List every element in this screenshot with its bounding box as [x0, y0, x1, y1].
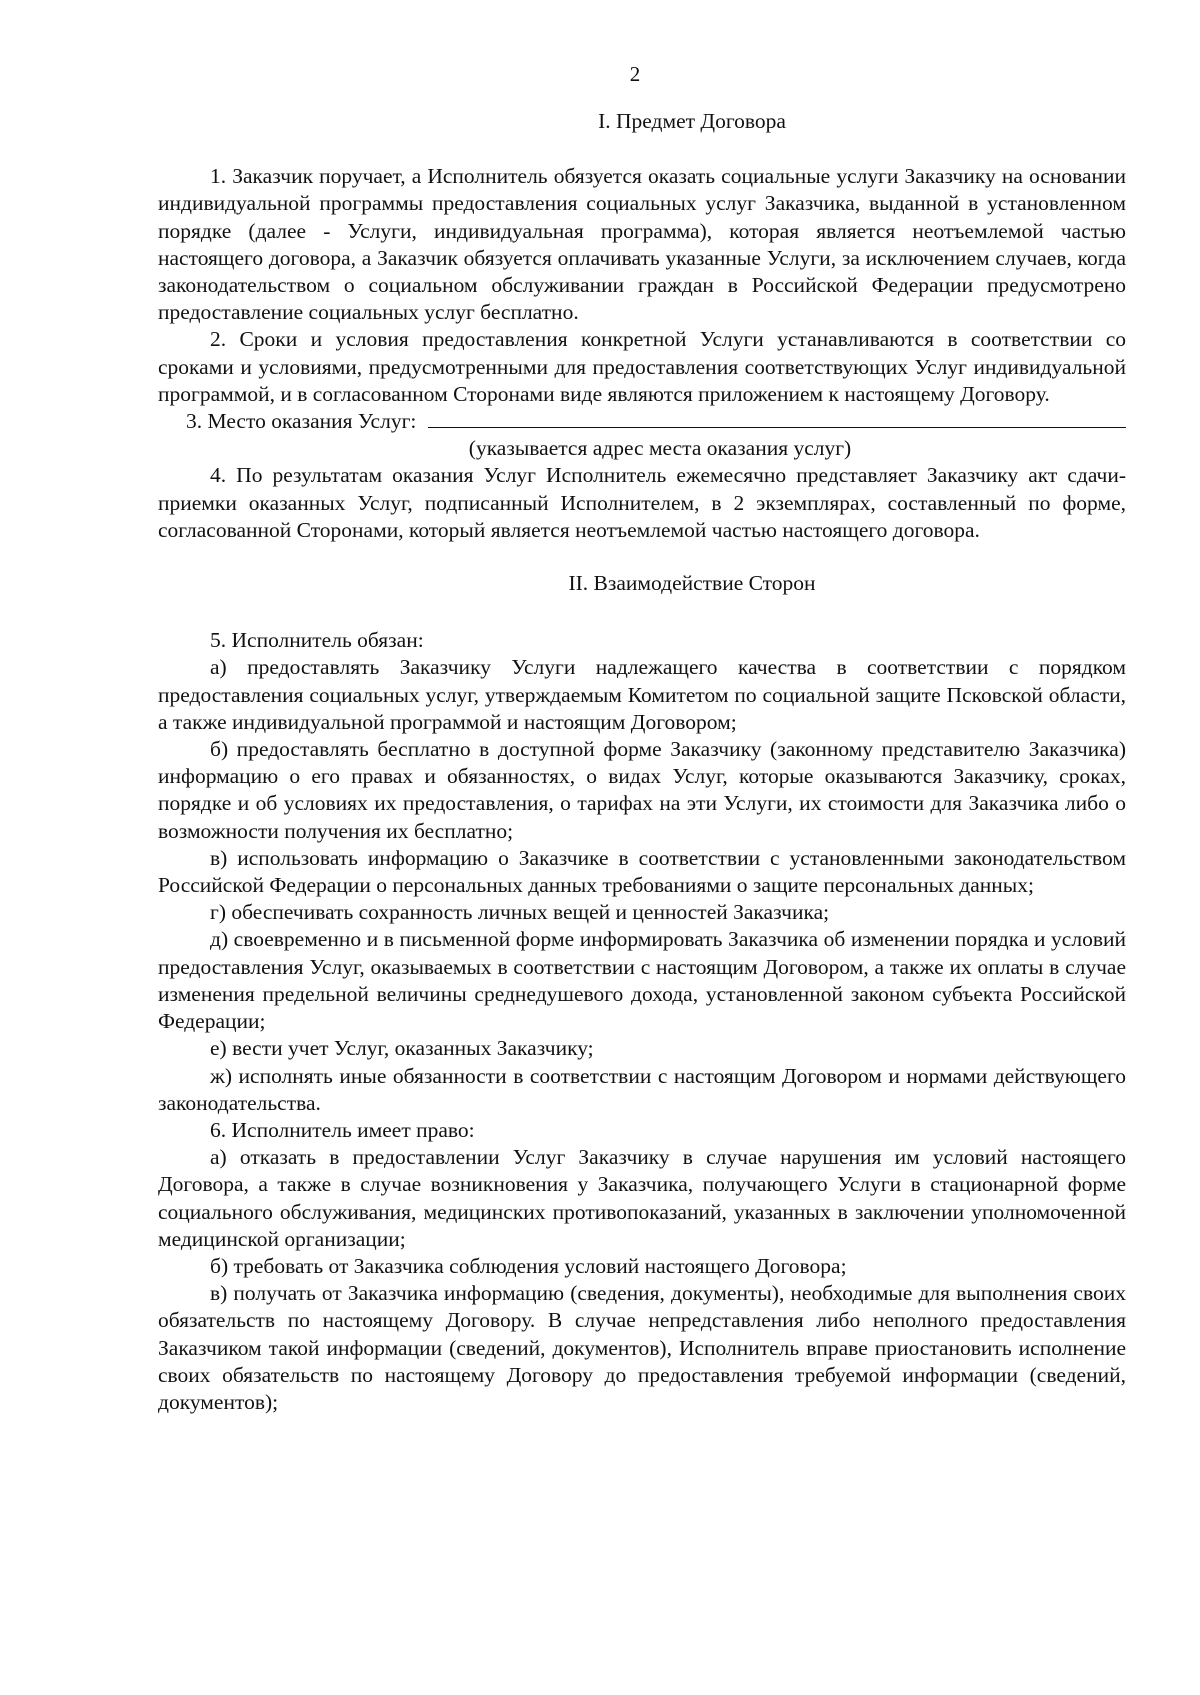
- clause-5v: в) использовать информацию о Заказчике в соответствии с установленными законодательством Российской Федерации о персональных данных требованиями о защите персональных данных;: [158, 845, 1126, 898]
- section-1-title: I. Предмет Договора: [598, 109, 786, 133]
- clause-5zh: ж) исполнять иные обязанности в соответствии с настоящим Договором и нормами действующего законодательства.: [158, 1063, 1126, 1115]
- clause-1: 1. Заказчик поручает, а Исполнитель обязуется оказать социальные услуги Заказчику на основании индивидуальной программы предоставления социальных услуг Заказчика, выданной в установленном порядке (далее - Услуги, индивидуальная программа), которая является неотъемлемой частью настоящего договора, а Заказчик обязуется оплачивать указанные Услуги, за исключением случаев, когда законодательством о социальном обслуживании граждан в Российской Федерации предусмотрено предоставление социальных услуг бесплатно.: [158, 164, 1126, 325]
- clause-6v: в) получать от Заказчика информацию (сведения, документы), необходимые для выполнения своих обязательств по настоящему Договору. В случае непредставления либо неполного предоставления Заказчиком такой информации (сведений, документов), Исполнитель вправе приостановить исполнение своих обязательств по настоящему Договору до предоставления требуемой информации (сведений, документов);: [158, 1281, 1126, 1414]
- clause-5e: е) вести учет Услуг, оказанных Заказчику;: [210, 1036, 594, 1061]
- clause-5a: а) предоставлять Заказчику Услуги надлежащего качества в соответствии с порядком предоставления социальных услуг, утверждаемым Комитетом по социальной защите Псковской области, а также индивидуальной программой и настоящим Договором;: [158, 655, 1126, 734]
- clause-5-heading: 5. Исполнитель обязан:: [210, 628, 424, 653]
- place-hint: (указывается адрес места оказания услуг): [468, 436, 852, 461]
- clause-6a: а) отказать в предоставлении Услуг Заказчику в случае нарушения им условий настоящего Договора, а также в случае возникновения у Заказчика, получающего Услуги в стационарной форме социального обслуживания, медицинских противопоказаний, указанных в заключении уполномоченной медицинской организации;: [158, 1145, 1126, 1251]
- page-number: 2: [629, 62, 641, 86]
- clause-5b: б) предоставлять бесплатно в доступной форме Заказчику (законному представителю Заказчика) информацию о его правах и обязанностях, о видах Услуг, которые оказываются Заказчику, сроках, порядке и об условиях их предоставления, о тарифах на эти Услуги, их стоимости для Заказчика либо о возможности получения их бесплатно;: [158, 737, 1126, 843]
- clause-3-place-of-services: [158, 408, 1126, 435]
- clause-4: 4. По результатам оказания Услуг Исполнитель ежемесячно представляет Заказчику акт сдачи-приемки оказанных Услуг, подписанный Исполнителем, в 2 экземплярах, составленный по форме, согласованной Сторонами, который является неотъемлемой частью настоящего договора.: [158, 463, 1126, 542]
- clause-6b: б) требовать от Заказчика соблюдения условий настоящего Договора;: [210, 1253, 847, 1278]
- document-body: [158, 108, 1126, 1416]
- clause-5d: д) своевременно и в письменной форме информировать Заказчика об изменении порядка и условий предоставления Услуг, оказываемых в соответствии с настоящим Договором, а также их оплаты в случае изменения предельной величины среднедушевого дохода, установленной законом субъекта Российской Федерации;: [158, 927, 1126, 1034]
- clause-5g: г) обеспечивать сохранность личных вещей и ценностей Заказчика;: [210, 900, 830, 925]
- place-label: 3. Место оказания Услуг:: [186, 409, 417, 434]
- place-blank-line: [428, 409, 1126, 428]
- section-2-title: II. Взаимодействие Сторон: [568, 571, 816, 596]
- clause-6-heading: 6. Исполнитель имеет право:: [210, 1117, 475, 1142]
- clause-2: 2. Сроки и условия предоставления конкретной Услуги устанавливаются в соответствии со сроками и условиями, предусмотренными для предоставления соответствующих Услуг индивидуальной программой, и в согласованном Сторонами виде являются приложением к настоящему Договору.: [158, 327, 1126, 406]
